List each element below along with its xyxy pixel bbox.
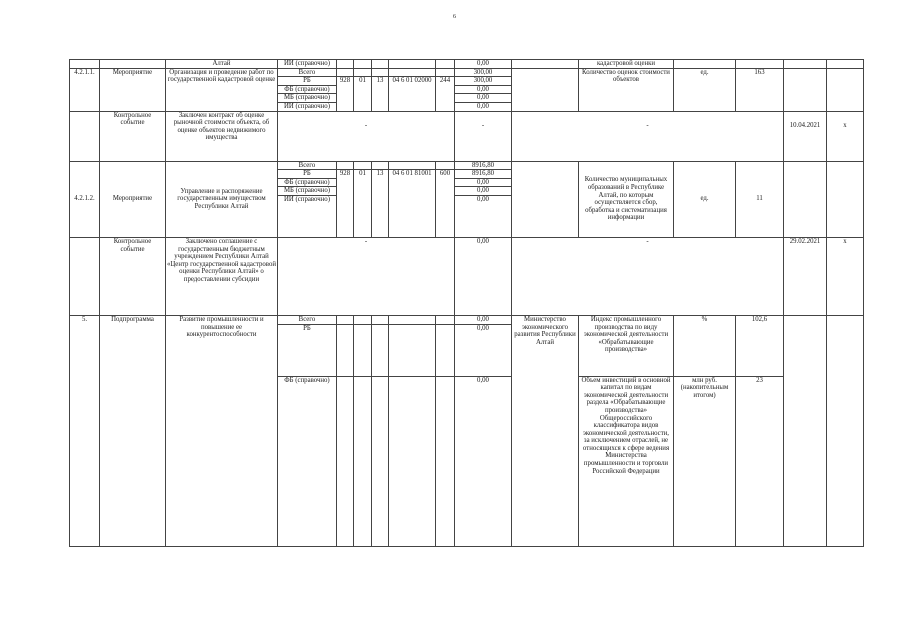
source-cell: ФБ (справочно) (278, 376, 337, 546)
grbs-cell: 928 (337, 170, 354, 238)
mark-cell: х (827, 111, 864, 161)
rz-cell: 01 (354, 170, 372, 238)
csr-cell: 04 6 01 02000 (389, 77, 436, 111)
pr-cell: 13 (372, 77, 389, 111)
table-row (70, 315, 864, 324)
value-cell: 23 (736, 376, 784, 546)
amount-cell: 8916,80 (455, 170, 512, 179)
source-cell: ИИ (справочно) (278, 102, 337, 111)
amount-cell: 0,00 (455, 315, 512, 324)
row-type: Контрольное событие (100, 111, 166, 161)
amount-cell: 0,00 (455, 85, 512, 94)
table-row (70, 68, 864, 77)
source-cell: Всего (278, 315, 337, 324)
executor-cell: Министерство экономического развития Республики Алтай (512, 315, 579, 546)
indicator-cell: Количество муниципальных образований в Республике Алтай, по которым осуществляется сбор, обработка и систематизация информации (579, 161, 674, 237)
vr-cell: 244 (436, 77, 455, 111)
row-number: 4.2.1.1. (70, 68, 100, 111)
date-cell: 29.02.2021 (784, 237, 827, 315)
unit-cell: % (674, 315, 736, 376)
row-type: Мероприятие (100, 68, 166, 111)
amount-cell: 0,00 (455, 324, 512, 376)
row-name: Развитие промышленности и повышение ее конкурентоспособности (166, 315, 278, 546)
unit-cell: ед. (674, 161, 736, 237)
mark-cell: х (827, 237, 864, 315)
program-table (69, 59, 864, 547)
row-type: Контрольное событие (100, 237, 166, 315)
source-cell: РБ (278, 324, 337, 376)
source-cell: МБ (справочно) (278, 187, 337, 196)
pr-cell: 13 (372, 170, 389, 238)
source-cell: РБ (278, 170, 337, 179)
amount-cell: 0,00 (455, 60, 512, 69)
unit-cell: ед. (674, 68, 736, 111)
amount-cell: 0,00 (455, 195, 512, 237)
dash-cell: - (512, 237, 784, 315)
source-cell: ИИ (справочно) (278, 195, 337, 237)
row-name: Заключен контракт об оценке рыночной стоимости объекта, об оценке объектов недвижимого имущества (166, 111, 278, 161)
source-cell: РБ (278, 77, 337, 86)
page-number-mark: 6 (453, 14, 456, 20)
amount-cell: 0,00 (455, 376, 512, 546)
value-cell: 102,6 (736, 315, 784, 376)
unit-cell: млн руб. (накопительным итогом) (674, 376, 736, 546)
amount-cell: 300,00 (455, 77, 512, 86)
table-row (70, 237, 864, 315)
indicator-cell: кадастровой оценки (579, 60, 674, 69)
value-cell: 11 (736, 161, 784, 237)
date-cell: 10.04.2021 (784, 111, 827, 161)
table-row (70, 111, 864, 161)
amount-cell: 0,00 (455, 94, 512, 103)
source-cell: ИИ (справочно) (278, 60, 337, 69)
indicator-cell: Объем инвестиций в основной капитал по видам экономической деятельности раздела «Обрабатывающие производства» Общероссийского классификатора видов экономической деятельности, за исключением отраслей, не относящихся к сфере ведения Министерства промышленности и торговли Российской Федерации (579, 376, 674, 546)
row-type: Мероприятие (100, 161, 166, 237)
name-cell: Алтай (166, 60, 278, 69)
amount-cell: 0,00 (455, 187, 512, 196)
value-cell: 163 (736, 68, 784, 111)
amount-cell: 300,00 (455, 68, 512, 77)
csr-cell: 04 6 01 81001 (389, 170, 436, 238)
amount-cell: 8916,80 (455, 161, 512, 170)
rz-cell: 01 (354, 77, 372, 111)
amount-cell: - (455, 111, 512, 161)
source-cell: Всего (278, 161, 337, 170)
dash-cell: - (512, 111, 784, 161)
row-name: Заключено соглашение с государственным бюджетным учреждением Республики Алтай «Центр государственной кадастровой оценки Республики Алтай» о предоставлении субсидии (166, 237, 278, 315)
table-row (70, 60, 864, 69)
grbs-cell: 928 (337, 77, 354, 111)
source-cell: ФБ (справочно) (278, 178, 337, 187)
amount-cell: 0,00 (455, 237, 512, 315)
row-number: 5. (70, 315, 100, 546)
source-cell: МБ (справочно) (278, 94, 337, 103)
source-cell: ФБ (справочно) (278, 85, 337, 94)
row-type: Подпрограмма (100, 315, 166, 546)
amount-cell: 0,00 (455, 178, 512, 187)
dash-cell: - (278, 237, 455, 315)
indicator-cell: Количество оценок стоимости объектов (579, 68, 674, 111)
vr-cell: 600 (436, 170, 455, 238)
indicator-cell: Индекс промышленного производства по виду экономической деятельности «Обрабатывающие производства» (579, 315, 674, 376)
row-name: Организация и проведение работ по государственной кадастровой оценке (166, 68, 278, 111)
table-row (70, 161, 864, 170)
row-name: Управление и распоряжение государственным имуществом Республики Алтай (166, 161, 278, 237)
dash-cell: - (278, 111, 455, 161)
amount-cell: 0,00 (455, 102, 512, 111)
row-number: 4.2.1.2. (70, 161, 100, 237)
source-cell: Всего (278, 68, 337, 77)
